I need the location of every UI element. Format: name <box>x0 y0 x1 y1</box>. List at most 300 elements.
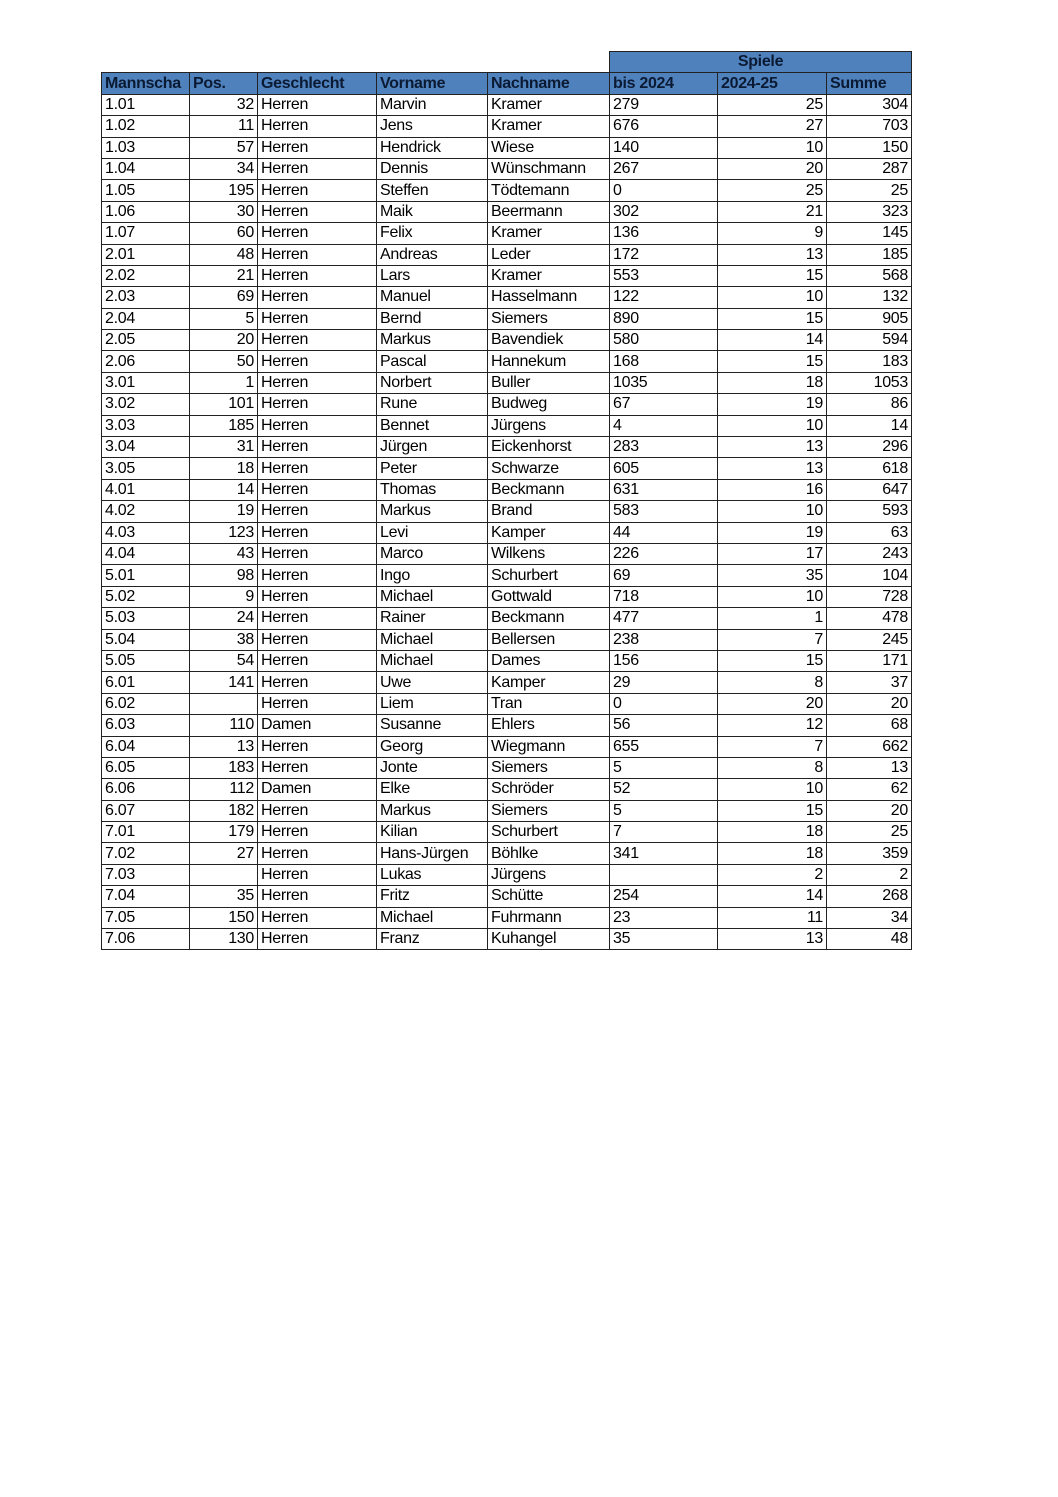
cell-mannschaft: 1.04 <box>102 158 190 179</box>
col-header-bis-2024: bis 2024 <box>610 73 718 94</box>
cell-pos: 32 <box>190 94 258 115</box>
cell-bis-2024: 583 <box>610 501 718 522</box>
col-header-2024-25: 2024-25 <box>718 73 827 94</box>
table-row <box>102 736 912 757</box>
cell-2024-25: 13 <box>718 929 827 950</box>
table-row <box>102 907 912 928</box>
cell-pos <box>190 693 258 714</box>
cell-bis-2024: 267 <box>610 158 718 179</box>
cell-bis-2024: 553 <box>610 265 718 286</box>
cell-2024-25: 9 <box>718 223 827 244</box>
cell-geschlecht: Herren <box>258 372 377 393</box>
cell-nachname: Schurbert <box>488 565 610 586</box>
cell-mannschaft: 7.05 <box>102 907 190 928</box>
cell-bis-2024: 136 <box>610 223 718 244</box>
cell-summe: 296 <box>827 437 912 458</box>
cell-nachname: Jürgens <box>488 864 610 885</box>
cell-pos: 60 <box>190 223 258 244</box>
cell-nachname: Wiese <box>488 137 610 158</box>
cell-bis-2024: 67 <box>610 394 718 415</box>
cell-bis-2024: 0 <box>610 180 718 201</box>
cell-pos: 24 <box>190 608 258 629</box>
cell-nachname: Buller <box>488 372 610 393</box>
cell-2024-25: 15 <box>718 308 827 329</box>
cell-2024-25: 8 <box>718 757 827 778</box>
cell-pos: 98 <box>190 565 258 586</box>
table-row <box>102 180 912 201</box>
cell-bis-2024: 254 <box>610 886 718 907</box>
cell-summe: 20 <box>827 693 912 714</box>
cell-bis-2024: 226 <box>610 543 718 564</box>
cell-mannschaft: 6.01 <box>102 672 190 693</box>
cell-2024-25: 16 <box>718 479 827 500</box>
cell-mannschaft: 6.04 <box>102 736 190 757</box>
cell-summe: 323 <box>827 201 912 222</box>
cell-mannschaft: 3.02 <box>102 394 190 415</box>
col-header-mannschaft: Mannscha <box>102 73 190 94</box>
cell-summe: 150 <box>827 137 912 158</box>
cell-vorname: Maik <box>377 201 488 222</box>
cell-geschlecht: Herren <box>258 864 377 885</box>
cell-vorname: Fritz <box>377 886 488 907</box>
table-row <box>102 843 912 864</box>
cell-summe: 1053 <box>827 372 912 393</box>
table-row <box>102 351 912 372</box>
cell-2024-25: 12 <box>718 715 827 736</box>
cell-geschlecht: Herren <box>258 629 377 650</box>
cell-vorname: Dennis <box>377 158 488 179</box>
cell-vorname: Felix <box>377 223 488 244</box>
cell-geschlecht: Herren <box>258 308 377 329</box>
cell-summe: 593 <box>827 501 912 522</box>
cell-vorname: Michael <box>377 907 488 928</box>
cell-vorname: Markus <box>377 800 488 821</box>
cell-geschlecht: Herren <box>258 265 377 286</box>
cell-summe: 145 <box>827 223 912 244</box>
table-row <box>102 822 912 843</box>
cell-vorname: Jürgen <box>377 437 488 458</box>
cell-summe: 63 <box>827 522 912 543</box>
cell-geschlecht: Herren <box>258 223 377 244</box>
cell-bis-2024: 122 <box>610 287 718 308</box>
cell-pos: 35 <box>190 886 258 907</box>
cell-2024-25: 13 <box>718 458 827 479</box>
col-header-nachname: Nachname <box>488 73 610 94</box>
cell-bis-2024: 172 <box>610 244 718 265</box>
cell-bis-2024: 52 <box>610 779 718 800</box>
cell-bis-2024: 4 <box>610 415 718 436</box>
cell-bis-2024: 7 <box>610 822 718 843</box>
cell-summe: 287 <box>827 158 912 179</box>
cell-geschlecht: Herren <box>258 800 377 821</box>
cell-mannschaft: 3.05 <box>102 458 190 479</box>
cell-summe: 25 <box>827 180 912 201</box>
cell-vorname: Georg <box>377 736 488 757</box>
cell-summe: 34 <box>827 907 912 928</box>
cell-2024-25: 14 <box>718 330 827 351</box>
cell-mannschaft: 6.07 <box>102 800 190 821</box>
table-row <box>102 650 912 671</box>
cell-bis-2024 <box>610 864 718 885</box>
cell-geschlecht: Herren <box>258 501 377 522</box>
cell-pos: 34 <box>190 158 258 179</box>
table-row <box>102 800 912 821</box>
cell-bis-2024: 0 <box>610 693 718 714</box>
cell-pos: 182 <box>190 800 258 821</box>
cell-nachname: Schurbert <box>488 822 610 843</box>
table-row <box>102 608 912 629</box>
cell-2024-25: 25 <box>718 94 827 115</box>
cell-2024-25: 15 <box>718 800 827 821</box>
cell-geschlecht: Herren <box>258 608 377 629</box>
table-row <box>102 265 912 286</box>
cell-nachname: Brand <box>488 501 610 522</box>
cell-vorname: Marvin <box>377 94 488 115</box>
cell-pos: 195 <box>190 180 258 201</box>
cell-bis-2024: 1035 <box>610 372 718 393</box>
cell-geschlecht: Herren <box>258 287 377 308</box>
cell-vorname: Elke <box>377 779 488 800</box>
table-row <box>102 565 912 586</box>
cell-summe: 618 <box>827 458 912 479</box>
cell-summe: 662 <box>827 736 912 757</box>
cell-mannschaft: 5.01 <box>102 565 190 586</box>
cell-pos: 50 <box>190 351 258 372</box>
cell-geschlecht: Herren <box>258 522 377 543</box>
table-row <box>102 287 912 308</box>
cell-pos: 31 <box>190 437 258 458</box>
cell-2024-25: 18 <box>718 843 827 864</box>
cell-2024-25: 8 <box>718 672 827 693</box>
cell-vorname: Michael <box>377 586 488 607</box>
cell-mannschaft: 4.03 <box>102 522 190 543</box>
table-row <box>102 158 912 179</box>
cell-2024-25: 20 <box>718 158 827 179</box>
cell-bis-2024: 283 <box>610 437 718 458</box>
table-row <box>102 693 912 714</box>
cell-geschlecht: Herren <box>258 94 377 115</box>
cell-summe: 478 <box>827 608 912 629</box>
cell-pos: 57 <box>190 137 258 158</box>
cell-bis-2024: 35 <box>610 929 718 950</box>
cell-vorname: Ingo <box>377 565 488 586</box>
cell-bis-2024: 156 <box>610 650 718 671</box>
cell-geschlecht: Herren <box>258 458 377 479</box>
cell-nachname: Dames <box>488 650 610 671</box>
cell-geschlecht: Damen <box>258 715 377 736</box>
cell-2024-25: 10 <box>718 415 827 436</box>
cell-summe: 703 <box>827 116 912 137</box>
cell-mannschaft: 6.05 <box>102 757 190 778</box>
column-header-row <box>102 73 912 94</box>
cell-nachname: Eickenhorst <box>488 437 610 458</box>
table-row <box>102 586 912 607</box>
cell-2024-25: 13 <box>718 437 827 458</box>
cell-bis-2024: 140 <box>610 137 718 158</box>
cell-vorname: Steffen <box>377 180 488 201</box>
cell-nachname: Jürgens <box>488 415 610 436</box>
cell-geschlecht: Herren <box>258 757 377 778</box>
table-row <box>102 308 912 329</box>
cell-summe: 20 <box>827 800 912 821</box>
cell-summe: 104 <box>827 565 912 586</box>
cell-mannschaft: 5.02 <box>102 586 190 607</box>
cell-pos: 14 <box>190 479 258 500</box>
cell-vorname: Rainer <box>377 608 488 629</box>
cell-vorname: Jens <box>377 116 488 137</box>
cell-2024-25: 35 <box>718 565 827 586</box>
cell-summe: 245 <box>827 629 912 650</box>
cell-geschlecht: Herren <box>258 351 377 372</box>
cell-geschlecht: Herren <box>258 693 377 714</box>
cell-summe: 14 <box>827 415 912 436</box>
cell-summe: 568 <box>827 265 912 286</box>
cell-bis-2024: 69 <box>610 565 718 586</box>
cell-bis-2024: 676 <box>610 116 718 137</box>
cell-nachname: Tran <box>488 693 610 714</box>
cell-bis-2024: 341 <box>610 843 718 864</box>
cell-summe: 68 <box>827 715 912 736</box>
table-row <box>102 757 912 778</box>
cell-vorname: Lars <box>377 265 488 286</box>
cell-geschlecht: Herren <box>258 330 377 351</box>
cell-nachname: Kamper <box>488 672 610 693</box>
cell-2024-25: 17 <box>718 543 827 564</box>
col-header-summe: Summe <box>827 73 912 94</box>
cell-summe: 62 <box>827 779 912 800</box>
cell-pos: 19 <box>190 501 258 522</box>
cell-nachname: Kamper <box>488 522 610 543</box>
cell-vorname: Manuel <box>377 287 488 308</box>
cell-geschlecht: Damen <box>258 779 377 800</box>
cell-mannschaft: 4.04 <box>102 543 190 564</box>
table-row <box>102 223 912 244</box>
cell-summe: 48 <box>827 929 912 950</box>
group-header-row <box>102 52 912 73</box>
table-row <box>102 137 912 158</box>
cell-2024-25: 19 <box>718 522 827 543</box>
table-row <box>102 543 912 564</box>
cell-2024-25: 10 <box>718 287 827 308</box>
cell-geschlecht: Herren <box>258 586 377 607</box>
cell-vorname: Michael <box>377 629 488 650</box>
cell-pos: 9 <box>190 586 258 607</box>
table-row <box>102 886 912 907</box>
cell-vorname: Bennet <box>377 415 488 436</box>
cell-mannschaft: 1.01 <box>102 94 190 115</box>
cell-bis-2024: 56 <box>610 715 718 736</box>
cell-nachname: Böhlke <box>488 843 610 864</box>
cell-summe: 183 <box>827 351 912 372</box>
table-row <box>102 415 912 436</box>
col-header-pos: Pos. <box>190 73 258 94</box>
table-row <box>102 437 912 458</box>
cell-mannschaft: 2.05 <box>102 330 190 351</box>
cell-2024-25: 18 <box>718 372 827 393</box>
cell-vorname: Peter <box>377 458 488 479</box>
cell-geschlecht: Herren <box>258 822 377 843</box>
cell-2024-25: 21 <box>718 201 827 222</box>
cell-vorname: Uwe <box>377 672 488 693</box>
cell-summe: 37 <box>827 672 912 693</box>
cell-bis-2024: 29 <box>610 672 718 693</box>
cell-mannschaft: 4.01 <box>102 479 190 500</box>
cell-summe: 268 <box>827 886 912 907</box>
cell-2024-25: 27 <box>718 116 827 137</box>
cell-vorname: Andreas <box>377 244 488 265</box>
cell-vorname: Franz <box>377 929 488 950</box>
blank-header <box>102 52 610 73</box>
cell-nachname: Leder <box>488 244 610 265</box>
cell-mannschaft: 1.02 <box>102 116 190 137</box>
cell-bis-2024: 890 <box>610 308 718 329</box>
cell-nachname: Bellersen <box>488 629 610 650</box>
cell-nachname: Beckmann <box>488 608 610 629</box>
cell-mannschaft: 7.03 <box>102 864 190 885</box>
cell-bis-2024: 302 <box>610 201 718 222</box>
cell-geschlecht: Herren <box>258 672 377 693</box>
cell-pos: 183 <box>190 757 258 778</box>
cell-pos: 150 <box>190 907 258 928</box>
cell-vorname: Marco <box>377 543 488 564</box>
cell-bis-2024: 605 <box>610 458 718 479</box>
cell-2024-25: 15 <box>718 351 827 372</box>
cell-vorname: Susanne <box>377 715 488 736</box>
cell-2024-25: 10 <box>718 779 827 800</box>
cell-vorname: Jonte <box>377 757 488 778</box>
cell-pos: 141 <box>190 672 258 693</box>
cell-summe: 594 <box>827 330 912 351</box>
cell-2024-25: 18 <box>718 822 827 843</box>
cell-pos: 18 <box>190 458 258 479</box>
cell-geschlecht: Herren <box>258 650 377 671</box>
cell-bis-2024: 477 <box>610 608 718 629</box>
cell-2024-25: 1 <box>718 608 827 629</box>
table-row <box>102 779 912 800</box>
cell-mannschaft: 7.04 <box>102 886 190 907</box>
cell-2024-25: 7 <box>718 629 827 650</box>
cell-nachname: Siemers <box>488 800 610 821</box>
cell-nachname: Ehlers <box>488 715 610 736</box>
cell-nachname: Bavendiek <box>488 330 610 351</box>
cell-mannschaft: 4.02 <box>102 501 190 522</box>
table-row <box>102 629 912 650</box>
cell-mannschaft: 1.07 <box>102 223 190 244</box>
cell-mannschaft: 3.01 <box>102 372 190 393</box>
cell-bis-2024: 718 <box>610 586 718 607</box>
cell-pos: 130 <box>190 929 258 950</box>
table-row <box>102 715 912 736</box>
cell-bis-2024: 279 <box>610 94 718 115</box>
cell-nachname: Wünschmann <box>488 158 610 179</box>
cell-bis-2024: 23 <box>610 907 718 928</box>
cell-summe: 13 <box>827 757 912 778</box>
table-row <box>102 116 912 137</box>
cell-geschlecht: Herren <box>258 479 377 500</box>
cell-bis-2024: 655 <box>610 736 718 757</box>
cell-bis-2024: 5 <box>610 757 718 778</box>
cell-nachname: Hannekum <box>488 351 610 372</box>
table-row <box>102 94 912 115</box>
cell-pos <box>190 864 258 885</box>
cell-nachname: Beckmann <box>488 479 610 500</box>
cell-nachname: Wilkens <box>488 543 610 564</box>
cell-summe: 185 <box>827 244 912 265</box>
cell-nachname: Kramer <box>488 116 610 137</box>
cell-nachname: Schröder <box>488 779 610 800</box>
cell-mannschaft: 2.06 <box>102 351 190 372</box>
cell-vorname: Markus <box>377 330 488 351</box>
cell-pos: 38 <box>190 629 258 650</box>
cell-bis-2024: 44 <box>610 522 718 543</box>
table-row <box>102 244 912 265</box>
table-row <box>102 201 912 222</box>
cell-vorname: Michael <box>377 650 488 671</box>
cell-mannschaft: 2.04 <box>102 308 190 329</box>
table-row <box>102 372 912 393</box>
cell-mannschaft: 3.04 <box>102 437 190 458</box>
cell-2024-25: 13 <box>718 244 827 265</box>
cell-nachname: Siemers <box>488 308 610 329</box>
cell-vorname: Pascal <box>377 351 488 372</box>
cell-pos: 123 <box>190 522 258 543</box>
cell-vorname: Kilian <box>377 822 488 843</box>
cell-vorname: Levi <box>377 522 488 543</box>
cell-nachname: Kramer <box>488 265 610 286</box>
cell-pos: 1 <box>190 372 258 393</box>
cell-geschlecht: Herren <box>258 137 377 158</box>
cell-vorname: Hans-Jürgen <box>377 843 488 864</box>
cell-geschlecht: Herren <box>258 415 377 436</box>
cell-2024-25: 10 <box>718 501 827 522</box>
cell-vorname: Hendrick <box>377 137 488 158</box>
cell-pos: 54 <box>190 650 258 671</box>
cell-vorname: Thomas <box>377 479 488 500</box>
cell-summe: 304 <box>827 94 912 115</box>
cell-geschlecht: Herren <box>258 543 377 564</box>
cell-nachname: Budweg <box>488 394 610 415</box>
cell-geschlecht: Herren <box>258 907 377 928</box>
cell-pos: 112 <box>190 779 258 800</box>
cell-summe: 2 <box>827 864 912 885</box>
cell-nachname: Wiegmann <box>488 736 610 757</box>
cell-geschlecht: Herren <box>258 886 377 907</box>
cell-mannschaft: 2.01 <box>102 244 190 265</box>
cell-geschlecht: Herren <box>258 244 377 265</box>
cell-2024-25: 2 <box>718 864 827 885</box>
table-row <box>102 522 912 543</box>
cell-mannschaft: 2.03 <box>102 287 190 308</box>
table-row <box>102 458 912 479</box>
cell-mannschaft: 7.06 <box>102 929 190 950</box>
cell-geschlecht: Herren <box>258 843 377 864</box>
cell-geschlecht: Herren <box>258 736 377 757</box>
cell-2024-25: 20 <box>718 693 827 714</box>
col-header-geschlecht: Geschlecht <box>258 73 377 94</box>
cell-vorname: Bernd <box>377 308 488 329</box>
cell-vorname: Lukas <box>377 864 488 885</box>
cell-pos: 21 <box>190 265 258 286</box>
cell-mannschaft: 6.02 <box>102 693 190 714</box>
cell-2024-25: 10 <box>718 586 827 607</box>
cell-nachname: Fuhrmann <box>488 907 610 928</box>
cell-nachname: Schütte <box>488 886 610 907</box>
cell-pos: 43 <box>190 543 258 564</box>
cell-summe: 359 <box>827 843 912 864</box>
cell-pos: 101 <box>190 394 258 415</box>
cell-summe: 171 <box>827 650 912 671</box>
cell-2024-25: 15 <box>718 650 827 671</box>
